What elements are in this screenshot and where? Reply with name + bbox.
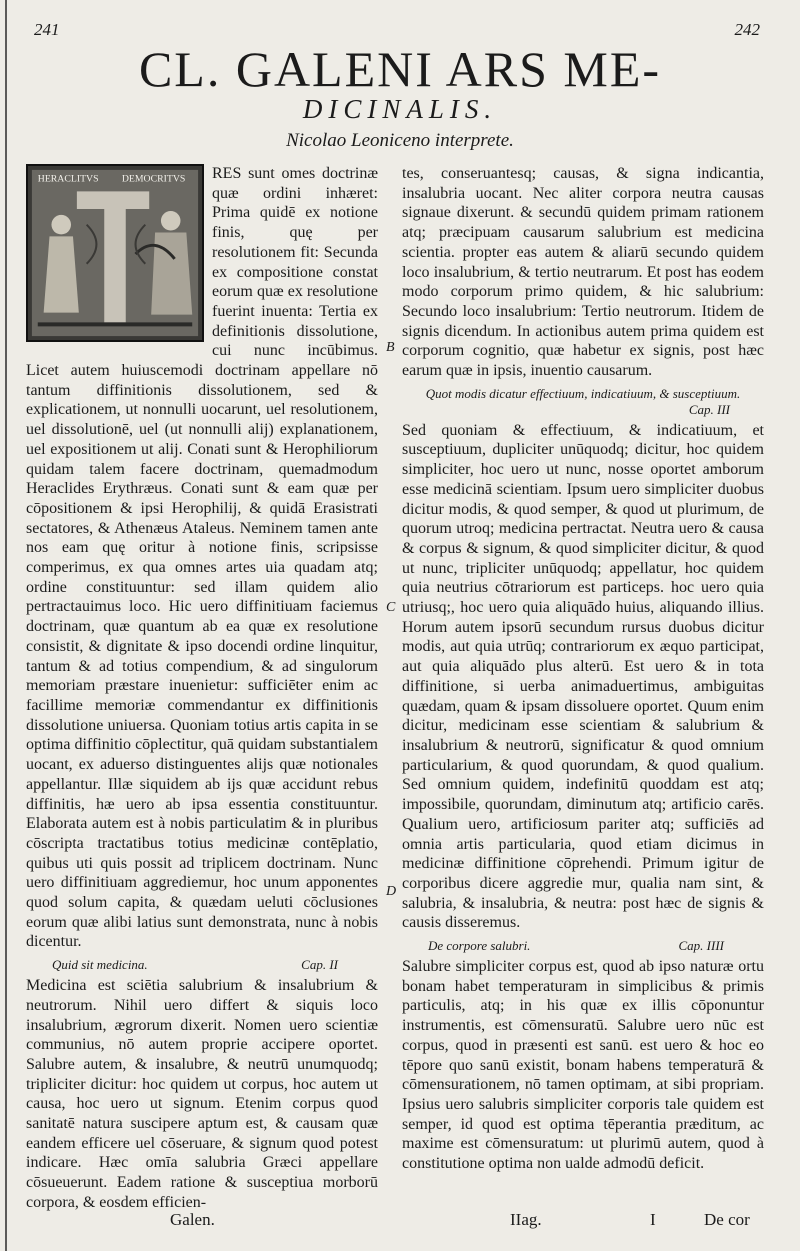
page-number-left: 241 (34, 20, 60, 39)
signature-mark: IIag. (510, 1210, 542, 1229)
chapter-3-heading (402, 381, 764, 421)
chapter-4-cap: Cap. IIII (678, 938, 724, 954)
margin-letter-d: D (386, 884, 397, 899)
left-column (26, 164, 378, 1213)
page-number-right: 242 (734, 20, 760, 39)
woodcut-label-left: HERACLITVS (37, 173, 99, 185)
chapter-2-title: Quid sit medicina. (52, 957, 148, 973)
chapter-4-title: De corpore salubri. (428, 938, 531, 954)
title-line-1: CL. GALENI ARS ME- (138, 41, 662, 97)
chapter-1-text: RES sunt omes doctrinæ quæ ordini inhæret: Prima quidē ex notione finis, quę per resolutionem fit: Secunda ex compositione constat eorum quæ ex resolutione fuerint inuenta: Tertia ex definitionis dissolutione, cui nunc incūbimus. Licet autem huiuscemodi doctrinam appellare nō tantum diffinitionis dissolutionem, sed & explicationem, ut nonnulli uocarunt, uel resolutionem, uel dissolutionē, uel (ut nonnulli alij) explanationem, uel expositionem ut alij. Conati sunt & Herophiliorum quidam talem facere doctrinam, quemadmodum Heraclides Erythræus. Conati sunt & eam quæ per cōpositionem & ipsi Herophilij, & quidā Erasistrati sectatores, & Athenæus Ataleus. Neminem tamen ante nos eam quę oritur à notione finis, scripsisse comperimus, ex qua omnes artes uia quadam atq; ordine constituuntur: sed illam quidem alio pertractauimus loco. Hic uero diffinitiuam faciemus doctrinam, quæ quantum ab ea quæ ex resolutione consistit, & dignitate & ipso docendi ordine linquitur, tantum & ad totius compendium, & ad singulorum memoriam præstare inuenietur: sufficiēter enim ac facillime memoriæ commendantur ex diffinitionis dissolutione uniuersa. Quoniam totius artis capita in se optima diffinitio cōplectitur, quā quidam substantialem uocant, ex aduerso distinguentes alijs quæ notionales appellantur. Illæ siquidem ab ijs quæ accidunt rebus diffinitis, hæ uero ab ipsa essentia constituuntur. Elaborata autem est à nobis particulatim & in pluribus cōscripta tractatibus totius medicinæ contēplatio, quibus uti quis possit ad triplicem doctrinam. Nunc uero diffinitiuam aggrediemur, hoc unum apponentes quod solum capita, & quædam ueluti cōclusiones eorum quæ alibi latius sunt demonstrata, nunc à nobis dicentur. (26, 165, 378, 951)
chapter-3-text: Sed quoniam & effectiuum, & indicatiuum, et susceptiuum, dupliciter unūquodq; dicitur, hoc quidem simpliciter, hoc uero ut nunc, nosse oportet amborum esse medicinā scientiam. Ipsum uero simpliciter duobus dicitur modis, & quod semper, & quod ut plurimum, de quorum utroq; medicina pertractat. Neutra uero & causa & corpus & signum, & quod simpliciter dicitur, & quod ut nunc, tripliciter unūquodq; appellatur, hoc quidem quia neutrius cōtrariorum est particeps. hoc uero quia utriusq;, hoc uero quia aliquādo huius, aliquando illius. Horum autem ipsorū secundum rursus duobus dicitur modis, aut quia utrūq; contrariorum ex æquo participat, aut quia aliquādo plus alterū. Est uero & in tota diffinitione, si uerba animaduertimus, ambiguitas quædam, quam & ipsam dissoluere oportet. Quum enim dicitur, medicinam esse scientiam & salubrium & insalubrium & neutrorū, significatur & quod omnium particularium, & quod quorundam, & quod qualium. Sed omnium quidem, indefinitū quoddam est atq; impossibile, quorundam, diminutum atq; artificio carēs. Qualium uero, artificiosum pariter atq; sufficiēs ad omnia artis particularia, quod etiam dicimus in medicinæ diffinitione cōprehendi. Primum igitur de corporibus dicere aggredie mur, qualia nam sint, & salubria, & insalubria, & neutra: post hæc de signis & causis disseremus. (402, 421, 764, 932)
chapter-2-continued-text: tes, conseruantesq; causas, & signa indicantia, insalubria uocant. Nec aliter corpora neutra causas signaue dixerunt. & secundū quidem primam rationem atq; præcipuam causarum salubrium est medicina scientia. propter eas autem & aliarū secundo quidem loco insalubrium, & tertio neutrarum. Et post has eodem modo corporum primo quidem, & hic salubrium: Secundo loco insalubrium: Tertio neutrorum. Itidem de signis dicendum. In actionibus autem prima quidem est corporum cognitio, quæ habetur ex signis, post hæc earum quæ in ipsis, inuentio causarum. (402, 165, 764, 380)
margin-letter-b: B (386, 340, 395, 355)
margin-letter-c: C (386, 600, 396, 615)
running-title: Galen. (170, 1210, 215, 1229)
chapter-3-cap: Cap. III (688, 401, 730, 417)
translator-line: Nicolao Leoniceno interprete. (286, 130, 514, 151)
woodcut-label-right: DEMOCRITVS (121, 173, 186, 185)
sheet-number: I (650, 1210, 656, 1229)
chapter-2-heading (26, 952, 378, 976)
chapter-2-text: Medicina est sciētia salubrium & insalubrium & neutrorum. Nihil uero differt & siquis loco insalubrium, ægrorum dixerit. Nomen uero scientiæ communius, nō autem proprie accipere oportet. Salubre autem, & insalubre, & neutrū unumquodq; tripliciter dicitur: hoc quidem ut corpus, hoc autem ut causa, hoc uero ut signum. Etenim corpus quod sanitatē natura suscipere aptum est, & causam quæ eandem efficere uel cōseruare, & signum quod potest indicare. Hæc omīa salubria Græci appellare cōsueuerunt. Eadem ratione & susceptiua morborū corpora, & eosdem efficien- (26, 977, 378, 1211)
right-column (402, 164, 764, 1174)
catchword: De cor (704, 1210, 750, 1229)
chapter-3-title: Quot modis dicatur effectiuum, indicatiuum, & susceptiuum. (425, 385, 741, 401)
chapter-4-text: Salubre simpliciter corpus est, quod ab ipso naturæ ortu bonam habet temperaturam in simplicibus & primis particulis, atq; in his quæ ex illis cōponuntur instrumentis, est cōmensuratū. Salubre uero nūc est corpus, quod in præsenti est sanū. est uero & hoc eo tēpore quo sanū existit, bonam habens temperaturā & cōmensurationem, nō tamen optimam, at sibi propriam. Ipsius uero salubris simpliciter corporis tale quidem est semper, id quod est optima tēperantia præditum, ac maxime est cōmensuratum: ut plurimū autem, quod à constitutione optima non ualde admodū deficit. (402, 958, 764, 1173)
binding-edge (5, 0, 7, 1251)
chapter-4-heading (402, 933, 764, 957)
chapter-2-cap: Cap. II (301, 957, 338, 973)
woodcut-initial-illustration (26, 164, 204, 342)
title-line-2: DICINALIS. (302, 94, 498, 124)
